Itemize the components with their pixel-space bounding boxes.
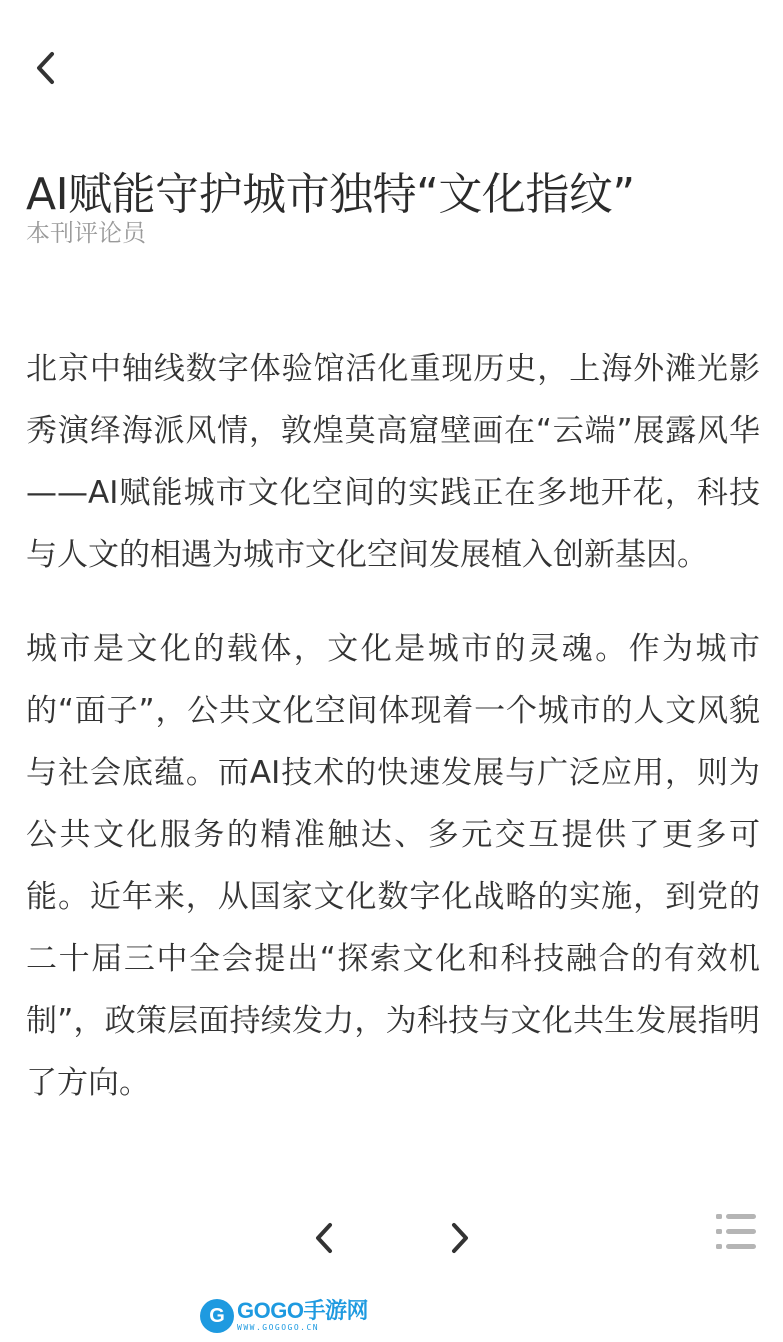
list-menu-icon	[712, 1210, 760, 1254]
watermark-logo-icon: G	[200, 1299, 234, 1333]
watermark-name: GOGO手游网	[237, 1298, 368, 1323]
paragraph: 北京中轴线数字体验馆活化重现历史，上海外滩光影秀演绎海派风情，敦煌莫高窟壁画在“云端”展露风华——AI赋能城市文化空间的实践正在多地开花，科技与人文的相遇为城市文化空间发展植入创新基因。	[26, 351, 760, 573]
back-button[interactable]	[22, 44, 70, 92]
watermark-url: WWW.GOGOGO.CN	[237, 1323, 320, 1332]
article-body	[26, 338, 760, 1192]
article-author: 本刊评论员	[26, 219, 146, 247]
paragraph: 城市是文化的载体，文化是城市的灵魂。作为城市的“面子”，公共文化空间体现着一个城市的人文风貌与社会底蕴。而AI技术的快速发展与广泛应用，则为公共文化服务的精准触达、多元交互提供了更多可能。近年来，从国家文化数字化战略的实施，到党的二十届三中全会提出“探索文化和科技融合的有效机制”，政策层面持续发力，为科技与文化共生发展指明了方向。	[26, 631, 760, 1101]
chevron-left-icon	[313, 1221, 335, 1255]
chevron-left-icon	[34, 50, 58, 86]
chevron-right-icon	[449, 1221, 471, 1255]
article-title: AI赋能守护城市独特“文化指纹”	[26, 169, 635, 221]
bottom-toolbar	[0, 1192, 783, 1342]
site-watermark	[200, 1296, 368, 1336]
next-article-button[interactable]	[434, 1212, 486, 1264]
table-of-contents-button[interactable]	[712, 1210, 760, 1258]
previous-article-button[interactable]	[298, 1212, 350, 1264]
